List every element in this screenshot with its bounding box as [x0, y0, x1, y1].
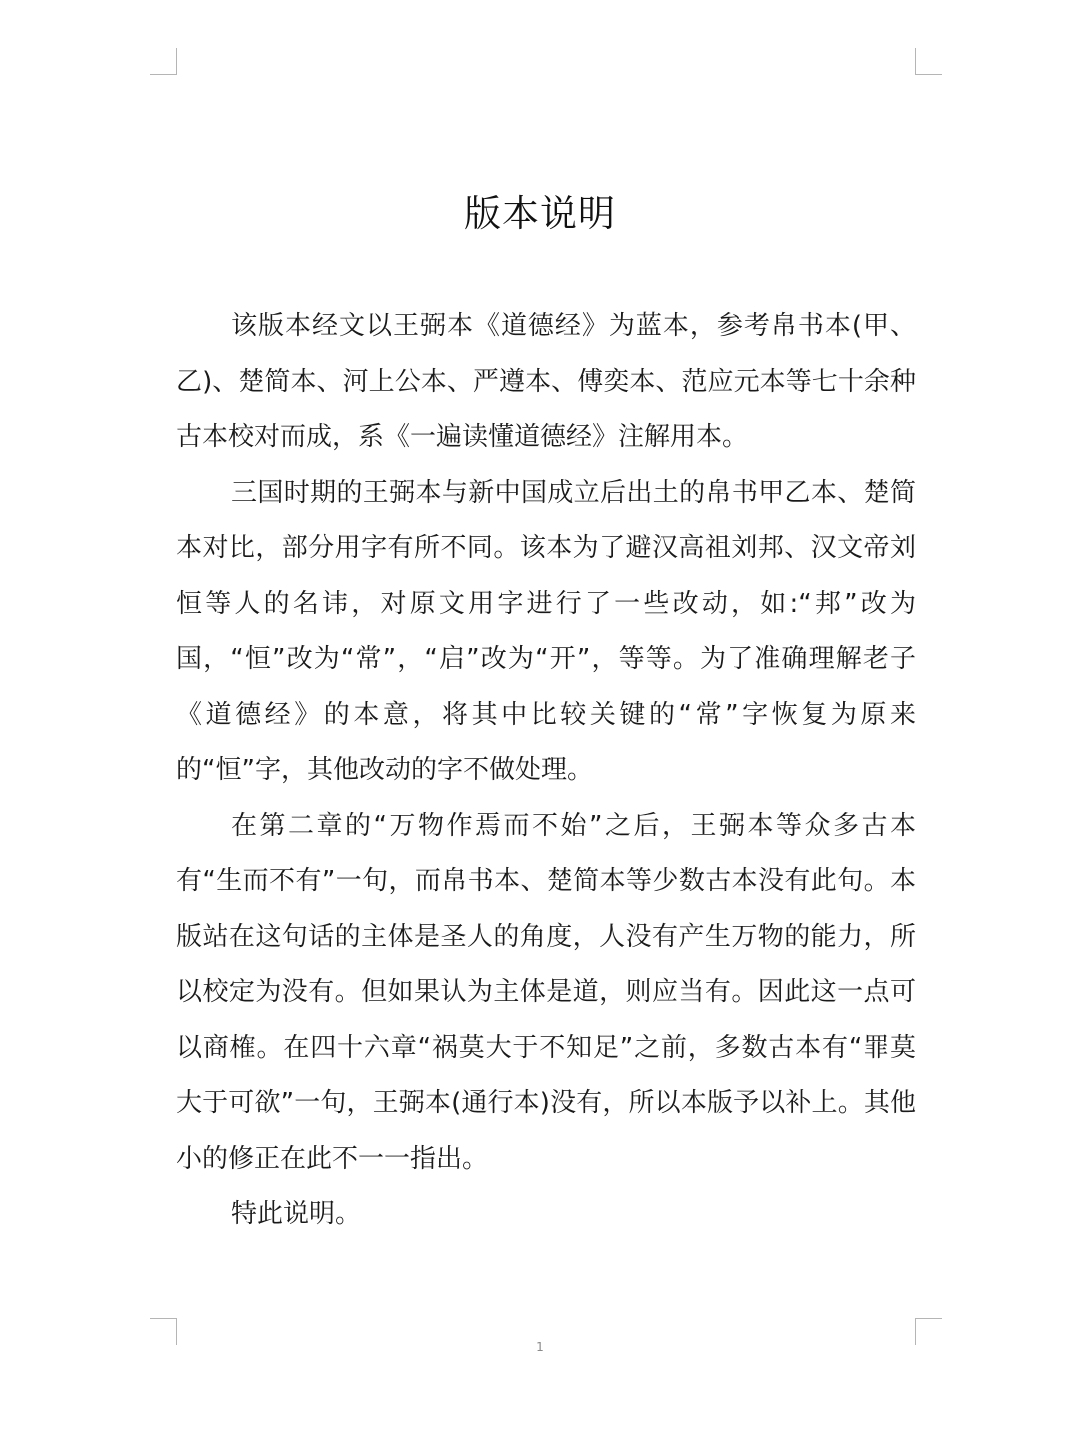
crop-mark-top-left — [150, 48, 177, 75]
document-body — [176, 299, 916, 1243]
paragraph-textual-corrections: 在第二章的“万物作焉而不始”之后，王弼本等众多古本有“生而不有”一句，而帛书本、楚简本等少数古本没有此句。本版站在这句话的主体是圣人的角度，人没有产生万物的能力，所以校定为没有。但如果认为主体是道，则应当有。因此这一点可以商榷。在四十六章“祸莫大于不知足”之前，多数古本有“罪莫大于可欲”一句，王弼本(通行本)没有，所以本版予以补上。其他小的修正在此不一一指出。 — [176, 810, 916, 1174]
crop-mark-top-right — [915, 48, 942, 75]
paragraph-closing: 特此说明。 — [231, 1199, 362, 1229]
page-number: 1 — [536, 1340, 544, 1354]
page-title: 版本说明 — [464, 192, 616, 235]
paragraph-edition-basis: 该版本经文以王弼本《道德经》为蓝本，参考帛书本(甲、乙)、楚简本、河上公本、严遵本、傅奕本、范应元本等七十余种古本校对而成，系《一遍读懂道德经》注解用本。 — [176, 311, 916, 452]
paragraph-taboo-characters: 三国时期的王弼本与新中国成立后出土的帛书甲乙本、楚简本对比，部分用字有所不同。该本为了避汉高祖刘邦、汉文帝刘恒等人的名讳，对原文用字进行了一些改动，如:“邦”改为国，“恒”改为“常”，“启”改为“开”，等等。为了准确理解老子《道德经》的本意，将其中比较关键的“常”字恢复为原来的“恒”字，其他改动的字不做处理。 — [176, 477, 916, 785]
